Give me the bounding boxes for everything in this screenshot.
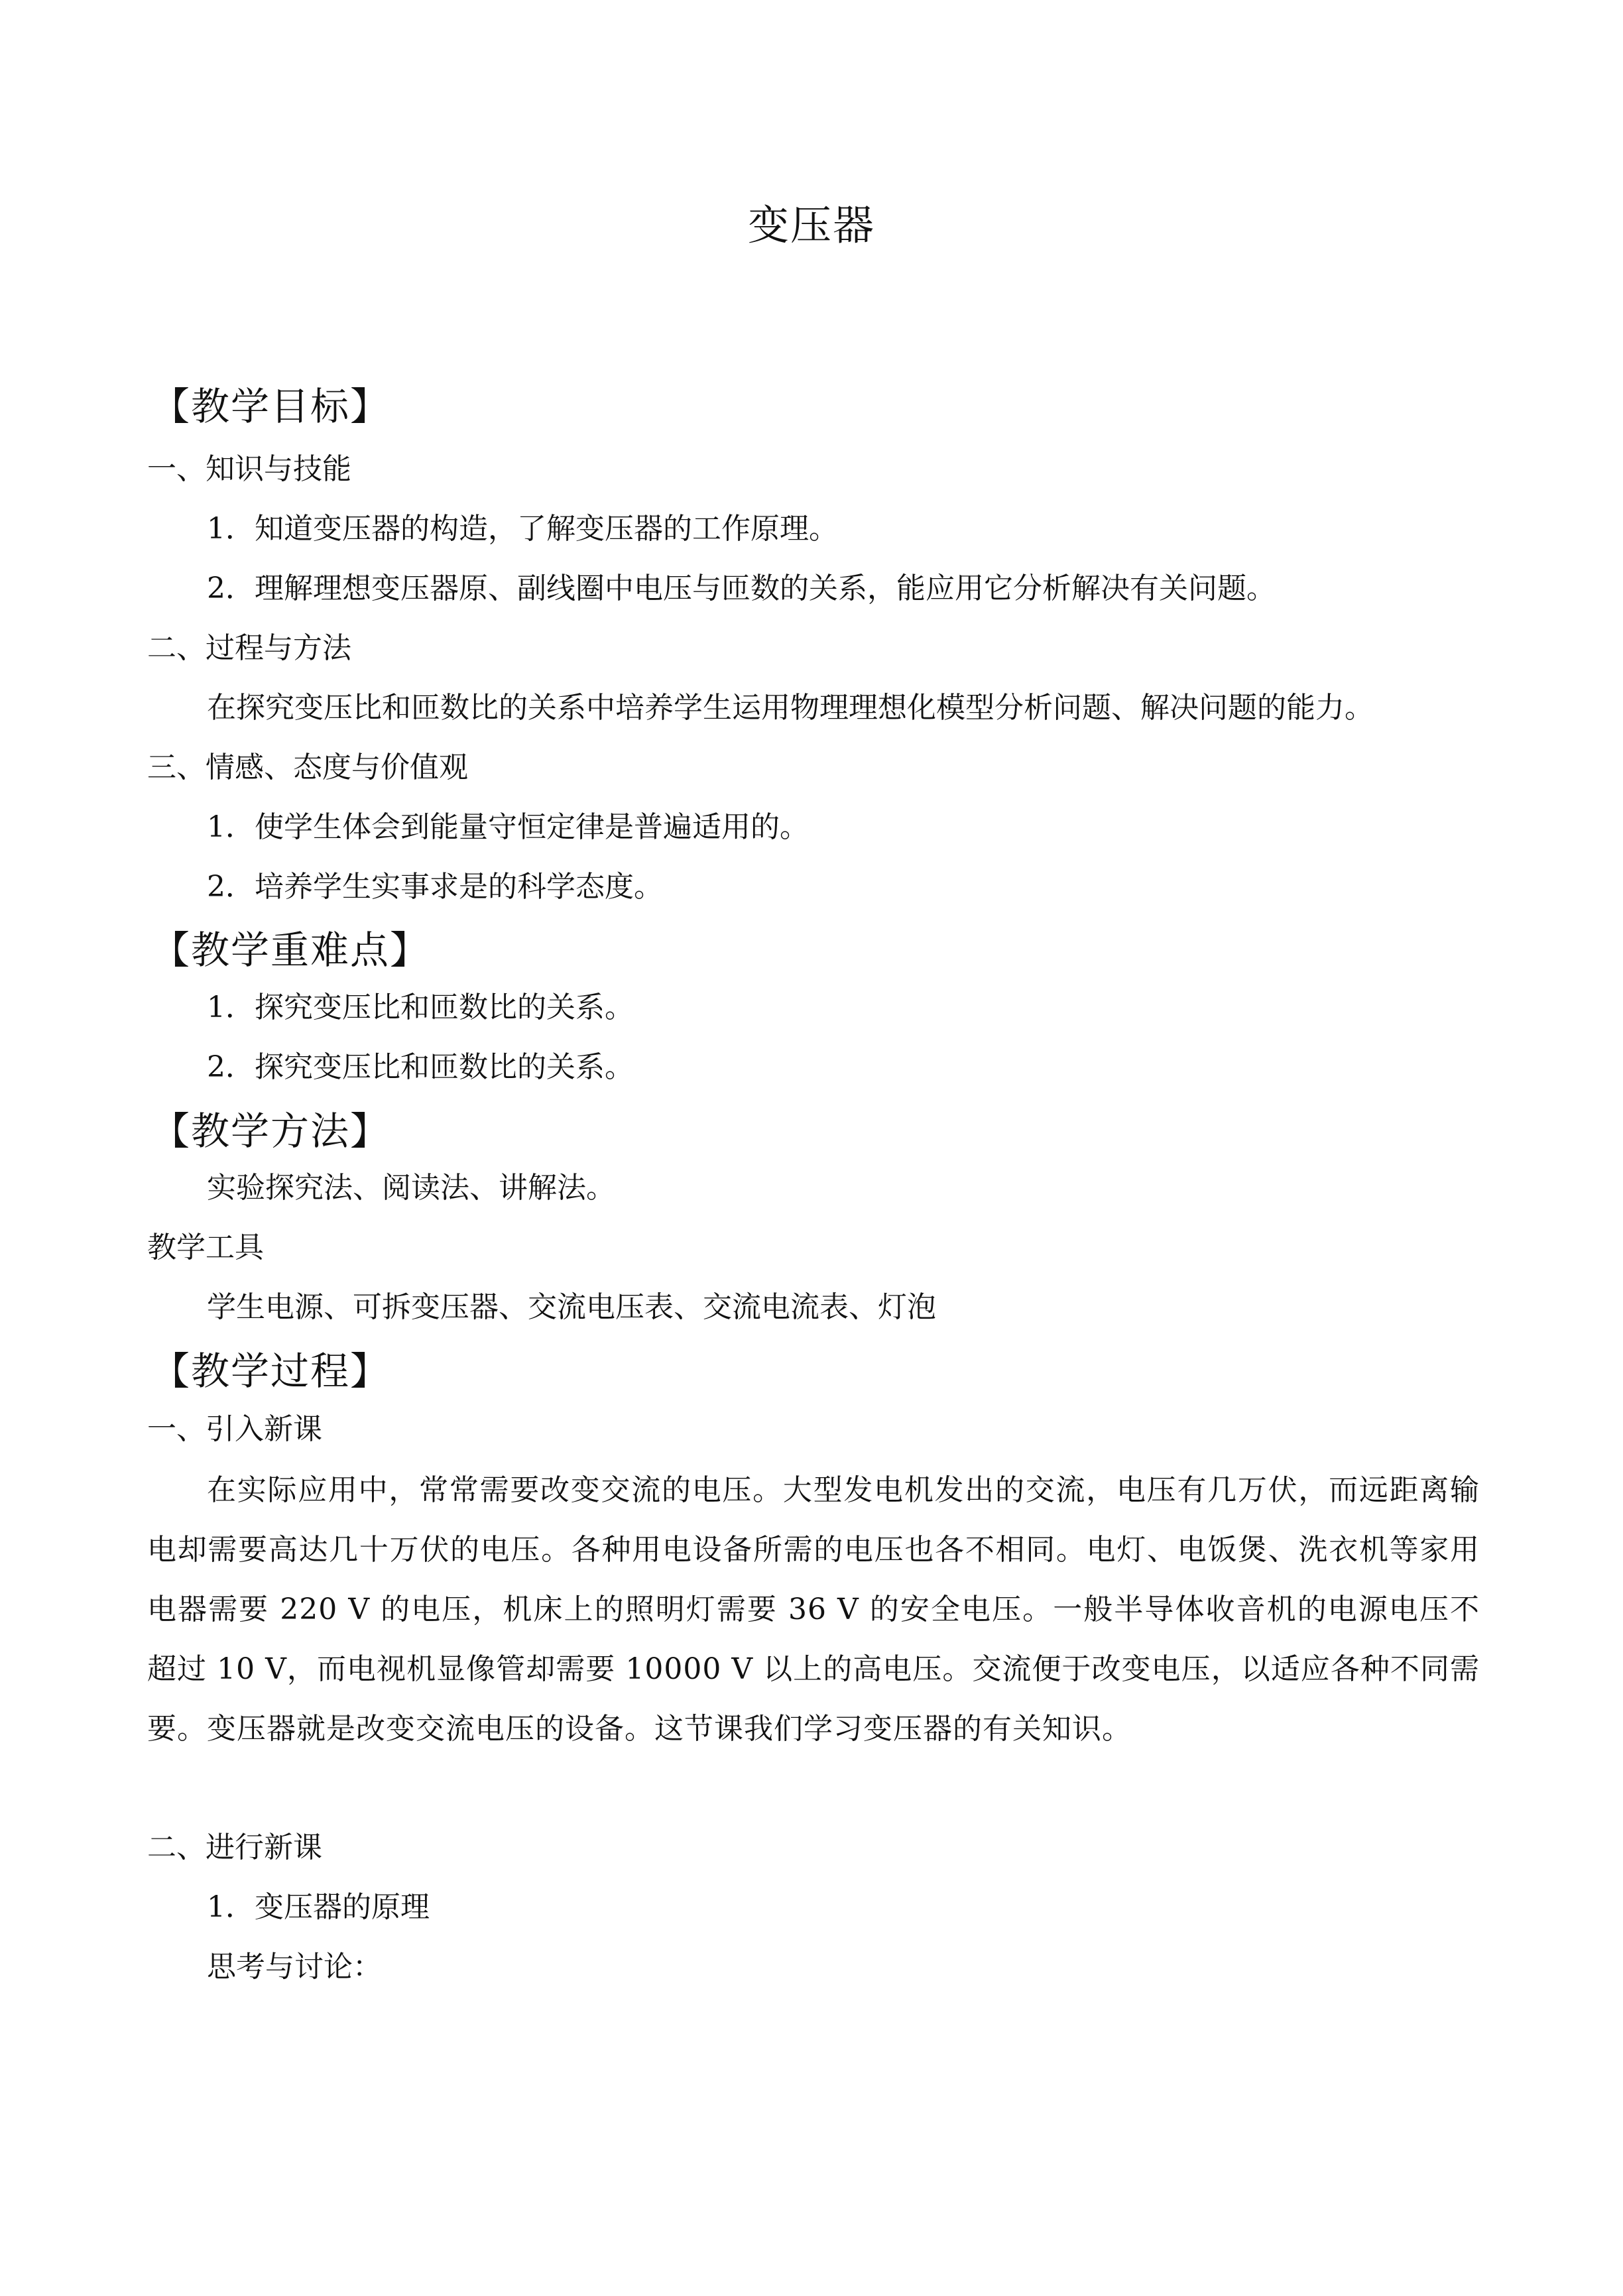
- discussion-label: 思考与讨论：: [207, 1950, 382, 1984]
- methods-text: 实验探究法、阅读法、讲解法。: [207, 1171, 615, 1205]
- teaching-process-heading: 【教学过程】: [151, 1349, 391, 1394]
- key-points-item-1: 1．探究变压比和匝数比的关系。: [207, 991, 634, 1024]
- emotion-item-1: 1．使学生体会到能量守恒定律是普遍适用的。: [207, 810, 809, 844]
- emotion-item-2: 2．培养学生实事求是的科学态度。: [207, 870, 663, 904]
- objectives-heading: 【教学目标】: [151, 384, 391, 429]
- knowledge-item-1: 1．知道变压器的构造，了解变压器的工作原理。: [207, 512, 838, 546]
- key-points-heading: 【教学重难点】: [151, 928, 430, 973]
- tools-heading: 教学工具: [147, 1231, 264, 1264]
- new-lesson-heading: 二、进行新课: [147, 1831, 322, 1864]
- tools-text: 学生电源、可拆变压器、交流电压表、交流电流表、灯泡: [207, 1290, 936, 1324]
- process-heading: 二、过程与方法: [147, 631, 351, 665]
- principle-item: 1．变压器的原理: [207, 1890, 430, 1924]
- page-title: 变压器: [747, 201, 875, 249]
- intro-paragraph: 在实际应用中，常常需要改变交流的电压。大型发电机发出的交流，电压有几万伏，而远距离输电却需要高达几十万伏的电压。各种用电设备所需的电压也各不相同。电灯、电饭煲、洗衣机等家用电器需要 220 V 的电压，机床上的照明灯需要 36 V 的安全电压。一般半导体收音机的电源电压不超过 10 V，而电视机显像管却需要 10000 V 以上的高电压。交流便于改变电压，以适应各种不同需要。变压器就是改变交流电压的设备。这节课我们学习变压器的有关知识。: [147, 1473, 1480, 1746]
- emotion-heading: 三、情感、态度与价值观: [147, 751, 468, 784]
- knowledge-item-2: 2．理解理想变压器原、副线圈中电压与匝数的关系，能应用它分析解决有关问题。: [207, 572, 1276, 605]
- intro-heading: 一、引入新课: [147, 1412, 322, 1446]
- process-text: 在探究变压比和匝数比的关系中培养学生运用物理理想化模型分析问题、解决问题的能力。: [207, 691, 1374, 725]
- methods-heading: 【教学方法】: [151, 1109, 391, 1154]
- key-points-item-2: 2．探究变压比和匝数比的关系。: [207, 1050, 634, 1084]
- knowledge-heading: 一、知识与技能: [147, 452, 351, 486]
